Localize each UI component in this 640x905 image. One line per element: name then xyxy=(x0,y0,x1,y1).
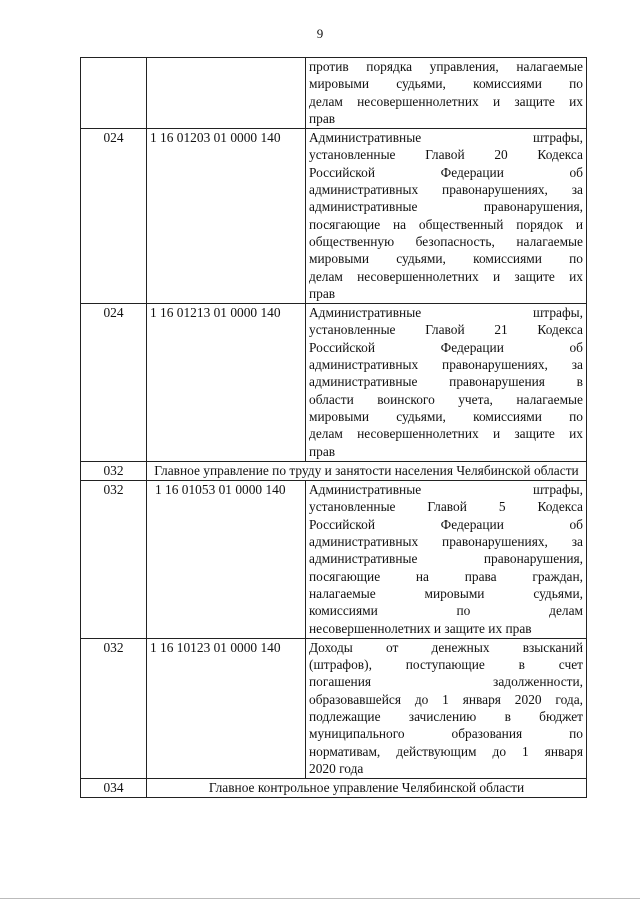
description-cell xyxy=(306,638,587,778)
admin-code-cell xyxy=(81,58,147,129)
description-line: административных правонарушениях, за xyxy=(309,534,583,550)
description-line: (штрафов), поступающие в счет xyxy=(309,657,583,673)
description-line: комиссиями по делам xyxy=(309,603,583,619)
description-line: делам несовершеннолетних и защите их xyxy=(309,426,583,442)
description-line: образовавшейся до 1 января 2020 года, xyxy=(309,691,583,707)
kbk-code-cell: 1 16 10123 01 0000 140 xyxy=(147,638,306,778)
description-line: прав xyxy=(309,443,336,459)
description-line: Российской Федерации об xyxy=(309,339,583,355)
kbk-code-cell: 1 16 01203 01 0000 140 xyxy=(147,129,306,304)
description-line: муниципального образования по xyxy=(309,726,583,742)
description-cell xyxy=(306,481,587,639)
description-line: нормативам, действующим до 1 января xyxy=(309,743,583,759)
page-number: 9 xyxy=(316,26,324,41)
table-row-heading xyxy=(81,779,587,798)
admin-code-cell: 032 xyxy=(81,461,147,480)
administrator-heading: Главное управление по труду и занятости населения Челябинской области xyxy=(147,461,587,480)
description-line: делам несовершеннолетних и защите их xyxy=(309,93,583,109)
description-line: посягающие на права граждан, xyxy=(309,568,583,584)
description-line: области воинского учета, налагаемые xyxy=(309,391,583,407)
kbk-code-cell xyxy=(147,58,306,129)
description-line: мировыми судьями, комиссиями по xyxy=(309,251,583,267)
kbk-code-cell: 1 16 01213 01 0000 140 xyxy=(147,304,306,462)
description-cell xyxy=(306,58,587,129)
description-cell xyxy=(306,129,587,304)
description-line: посягающие на общественный порядок и xyxy=(309,216,583,232)
description-line: административные правонарушения, xyxy=(309,199,583,215)
table-row xyxy=(81,129,587,304)
description-line: общественную безопасность, налагаемые xyxy=(309,233,583,249)
admin-code-cell: 024 xyxy=(81,129,147,304)
kbk-code-cell: 1 16 01053 01 0000 140 xyxy=(147,481,306,639)
description-line: административных правонарушениях, за xyxy=(309,357,583,373)
page-bottom-edge xyxy=(0,898,640,899)
description-line: Российской Федерации об xyxy=(309,164,583,180)
description-line: прав xyxy=(309,285,336,301)
description-line: против порядка управления, налагаемые xyxy=(309,59,583,74)
revenue-codes-table xyxy=(80,57,587,798)
admin-code-cell: 034 xyxy=(81,779,147,798)
description-line: Административные штрафы, xyxy=(309,305,583,321)
description-line: установленные Главой 5 Кодекса xyxy=(309,499,583,515)
table-row-heading xyxy=(81,461,587,480)
table-row xyxy=(81,638,587,778)
table-row xyxy=(81,304,587,462)
description-line: погашения задолженности, xyxy=(309,674,583,690)
description-line: Административные штрафы, xyxy=(309,482,583,498)
description-line: 2020 года xyxy=(309,760,364,776)
admin-code-cell: 032 xyxy=(81,481,147,639)
admin-code-cell: 024 xyxy=(81,304,147,462)
description-line: Доходы от денежных взысканий xyxy=(309,639,583,655)
description-line: мировыми судьями, комиссиями по xyxy=(309,408,583,424)
description-line: административные правонарушения в xyxy=(309,374,583,390)
description-line: прав xyxy=(309,110,336,126)
description-line: установленные Главой 21 Кодекса xyxy=(309,322,583,338)
description-line: несовершеннолетних и защите их прав xyxy=(309,620,532,636)
administrator-heading: Главное контрольное управление Челябинской области xyxy=(147,779,587,798)
admin-code-cell: 032 xyxy=(81,638,147,778)
description-line: административные правонарушения, xyxy=(309,551,583,567)
description-cell xyxy=(306,304,587,462)
description-line: административных правонарушениях, за xyxy=(309,182,583,198)
table-row xyxy=(81,58,587,129)
table-row xyxy=(81,481,587,639)
description-line: Административные штрафы, xyxy=(309,130,583,146)
description-line: мировыми судьями, комиссиями по xyxy=(309,76,583,92)
description-line: установленные Главой 20 Кодекса xyxy=(309,147,583,163)
description-line: подлежащие зачислению в бюджет xyxy=(309,708,583,724)
description-line: налагаемые мировыми судьями, xyxy=(309,585,583,601)
description-line: Российской Федерации об xyxy=(309,516,583,532)
description-line: делам несовершеннолетних и защите их xyxy=(309,268,583,284)
